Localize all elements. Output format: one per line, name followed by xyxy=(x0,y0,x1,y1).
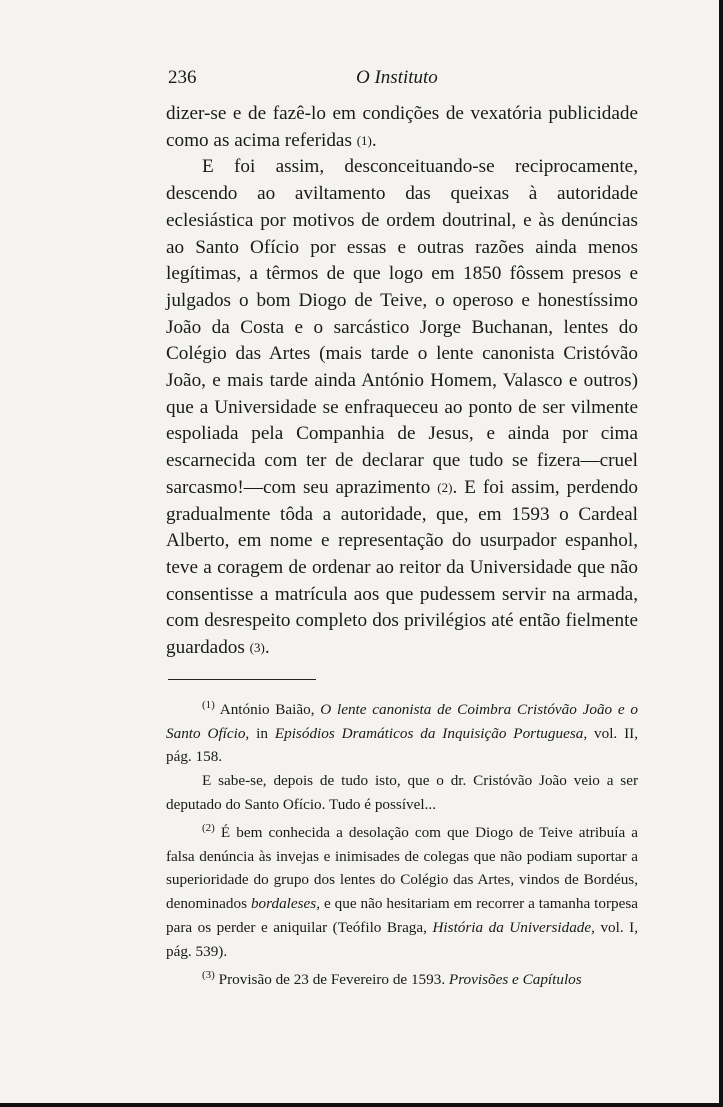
footnote-2-italic: bordaleses, xyxy=(250,895,320,913)
footnote-ref-2: (2) xyxy=(437,479,453,495)
running-title: O Instituto xyxy=(356,67,438,88)
footnote-1-in: in xyxy=(256,724,268,742)
paragraph-2-text-b: . E foi assim, perdendo gradualmente tôda a autoridade, que, em 1593 o Cardeal Alberto, em nome e representação do usurpador espanhol, teve a coragem de ordenar ao reitor da Universidade que não consentisse a matrícula aos que pudessem servir na armada, com desrespeito completo dos privilégios até então fielmente guardados xyxy=(166,476,639,659)
paragraph-1 xyxy=(166,101,638,154)
footnote-1 xyxy=(166,694,638,769)
footnote-3-marker: (3) xyxy=(202,968,215,981)
page-header xyxy=(166,62,638,92)
footnote-1-title: O lente canonista de Coimbra Cristóvão João e o Santo Ofício, xyxy=(166,700,638,742)
paragraph-1-end: . xyxy=(371,129,377,151)
paragraph-1-text: dizer-se e de fazê-lo em condições de vexatória publicidade como as acima referidas xyxy=(166,103,638,151)
footnote-1-work: Episódios Dramáticos da Inquisição Portuguesa, xyxy=(274,724,588,742)
footnote-2-text: É bem conhecida a desolação com que Diogo de Teive atribuía a falsa denúncia às invejas e inimisades de colegas que não podiam suportar a superioridade do grupo dos lentes do Colégio das Artes, vindos de Bordéus, denominados xyxy=(166,823,639,913)
footnote-divider xyxy=(168,679,316,680)
page-number: 236 xyxy=(168,67,197,88)
footnotes xyxy=(166,694,638,992)
footnote-2-work: História da Universidade, xyxy=(432,918,595,936)
footnote-2-text-2: e que não hesitariam em recorrer a tamanha torpesa para os perder e aniquilar (Teófilo Braga, xyxy=(166,895,639,936)
paragraph-2-end: . xyxy=(264,637,270,659)
footnote-2-volume: vol. I, pág. 539). xyxy=(166,918,639,960)
footnote-2-marker: (2) xyxy=(202,821,215,834)
footnote-1-volume: vol. II, pág. 158. xyxy=(166,724,639,766)
footnote-ref-3: (3) xyxy=(249,640,265,656)
book-page xyxy=(166,62,638,991)
footnote-2 xyxy=(166,817,638,964)
footnote-3-italic: Provisões e Capítulos xyxy=(448,970,582,988)
footnote-3-text: Provisão de 23 de Fevereiro de 1593. xyxy=(218,970,446,988)
footnote-3 xyxy=(166,964,638,992)
paragraph-2-text-a: E foi assim, desconceituando-se reciprocamente, descendo ao aviltamento das queixas à autoridade eclesiástica por motivos de ordem doutrinal, e às denúncias ao Santo Ofício por essas e outras razões ainda menos legítimas, a têrmos de que logo em 1850 fôssem presos e julgados o bom Diogo de Teive, o operoso e honestíssimo João da Costa e o sarcástico Jorge Buchanan, lentes do Colégio das Artes (mais tarde o lente canonista Cristóvão João, e mais tarde ainda António Homem, Valasco e outros) que a Universidade se enfraqueceu ao ponto de ser vilmente espoliada pela Companhia de Jesus, e ainda por cima escarnecida com ter de declarar que tudo se fizera—cruel sarcasmo!—com seu aprazimento xyxy=(166,156,638,498)
footnote-1-author: António Baião, xyxy=(219,700,315,718)
footnote-ref-1: (1) xyxy=(356,132,372,148)
paragraph-2 xyxy=(166,154,638,661)
body-text xyxy=(166,101,638,662)
footnote-1-marker: (1) xyxy=(202,698,215,711)
footnote-1-continuation: E sabe-se, depois de tudo isto, que o dr. Cristóvão João veio a ser deputado do Santo Ofício. Tudo é possível... xyxy=(166,772,638,813)
